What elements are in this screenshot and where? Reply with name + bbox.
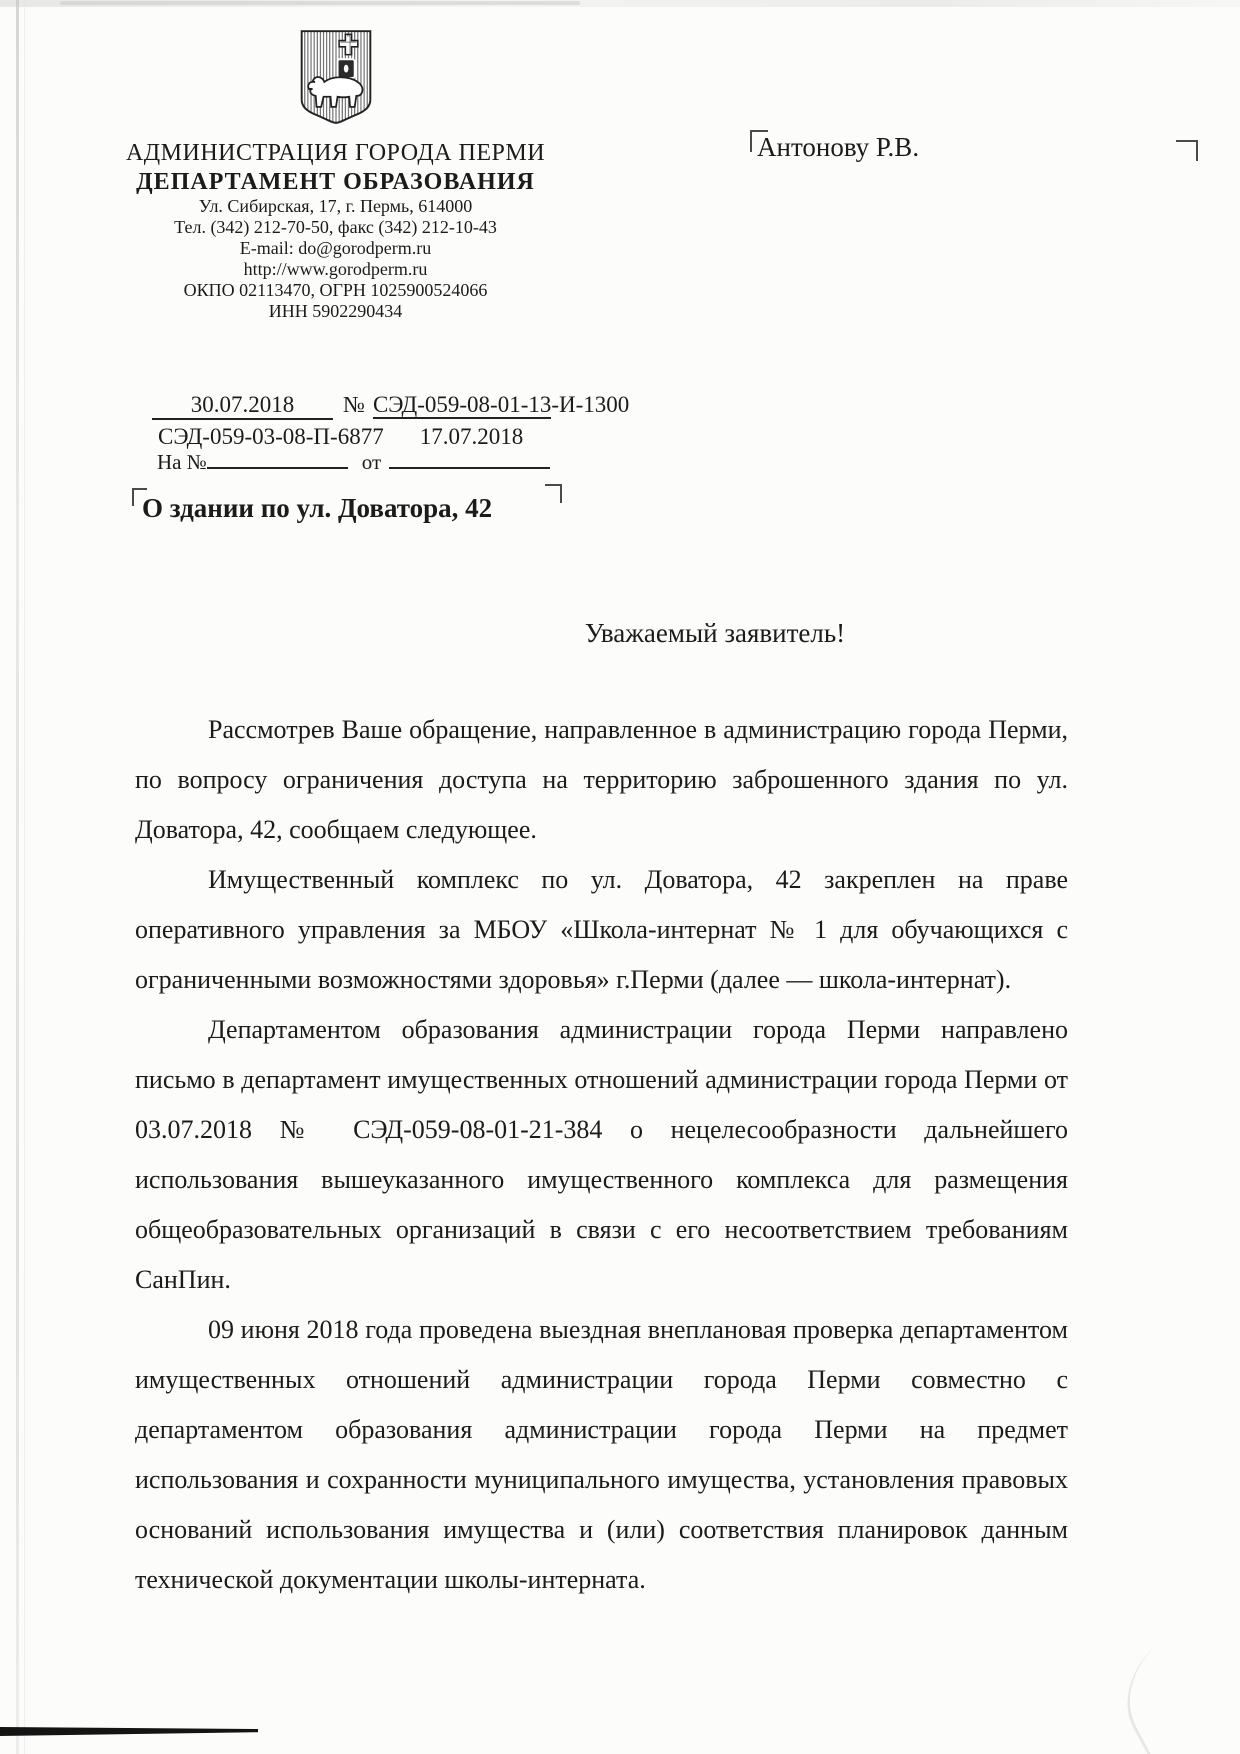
number-sign: №: [343, 392, 365, 417]
out-number: СЭД-059-08-01-13: [372, 392, 552, 417]
org-website: http://www.gorodperm.ru: [243, 259, 428, 279]
salutation: Уважаемый заявитель!: [584, 618, 846, 648]
body-paragraph-4: 09 июня 2018 года проведена выездная внеплановая проверка департаментом имущественных отношений администрации города Перми совместно с департаментом образования администрации города Перми на предмет использования и сохранности муниципального имущества, установления правовых оснований использования имущества и (или) соответствия планировок данным технической документации школы-интерната.: [135, 1315, 1068, 1594]
letter-body: [135, 705, 1068, 1605]
scan-edge-left-2: [24, 0, 25, 1754]
org-okpo-ogrn: ОКПО 02113470, ОГРН 1025900524066: [183, 280, 488, 300]
reference-blank-line: [157, 447, 550, 475]
addressee-name: Антонову Р.В.: [757, 132, 920, 162]
subject-line: О здании по ул. Доватора, 42: [142, 493, 493, 523]
body-paragraph-1: Рассмотрев Ваше обращение, направленное в администрацию города Перми, по вопросу ограничения доступа на территорию заброшенного здания по ул. Доватора, 42, сообщаем следующее.: [135, 715, 1068, 844]
out-date: 30.07.2018: [152, 392, 333, 420]
scan-edge-left: [16, 0, 19, 1754]
in-number: СЭД-059-03-08-П-6877: [158, 424, 384, 449]
org-inn: ИНН 5902290434: [268, 301, 403, 321]
org-phone: Тел. (342) 212-70-50, факс (342) 212-10-43: [174, 217, 497, 237]
org-address: Ул. Сибирская, 17, г. Пермь, 614000: [198, 196, 473, 216]
letterhead: [108, 28, 563, 322]
body-paragraph-3: Департаментом образования администрации города Перми направлено письмо в департамент имущественных отношений администрации города Перми от 03.07.2018 № СЭД-059-08-01-21-384 о нецелесообразности дальнейшего использования вышеуказанного имущественного комплекса для размещения общеобразовательных организаций в связи с его несоответствием требованиям СанПин.: [135, 1015, 1068, 1294]
out-number-tail: -И-1300: [551, 392, 630, 417]
scan-smudge-top: [60, 1, 580, 5]
org-name-line2: ДЕПАРТАМЕНТ ОБРАЗОВАНИЯ: [136, 169, 535, 195]
ot-label: от: [361, 450, 382, 474]
org-email: E-mail: do@gorodperm.ru: [239, 238, 432, 258]
scan-streak-bottom-right: [1103, 1603, 1240, 1754]
body-paragraph-2: Имущественный комплекс по ул. Доватора, 42 закреплен на праве оперативного управления за МБОУ «Школа-интернат № 1 для обучающихся с ограниченными возможностями здоровья» г.Перми (далее — школа-интернат).: [135, 865, 1068, 994]
crop-mark-top-right: [1176, 140, 1198, 161]
reference-out-line: [152, 392, 629, 420]
na-no-label: На №: [157, 450, 207, 474]
scan-artifact-bottom-bar: [0, 1726, 258, 1736]
blank-underline-number: [207, 447, 348, 469]
in-date: 17.07.2018: [419, 424, 524, 449]
blank-underline-date: [389, 447, 550, 469]
perm-coat-of-arms-icon: [297, 28, 375, 128]
org-name-line1: АДМИНИСТРАЦИЯ ГОРОДА ПЕРМИ: [125, 140, 546, 166]
crop-mark-subject-right: [545, 484, 562, 503]
